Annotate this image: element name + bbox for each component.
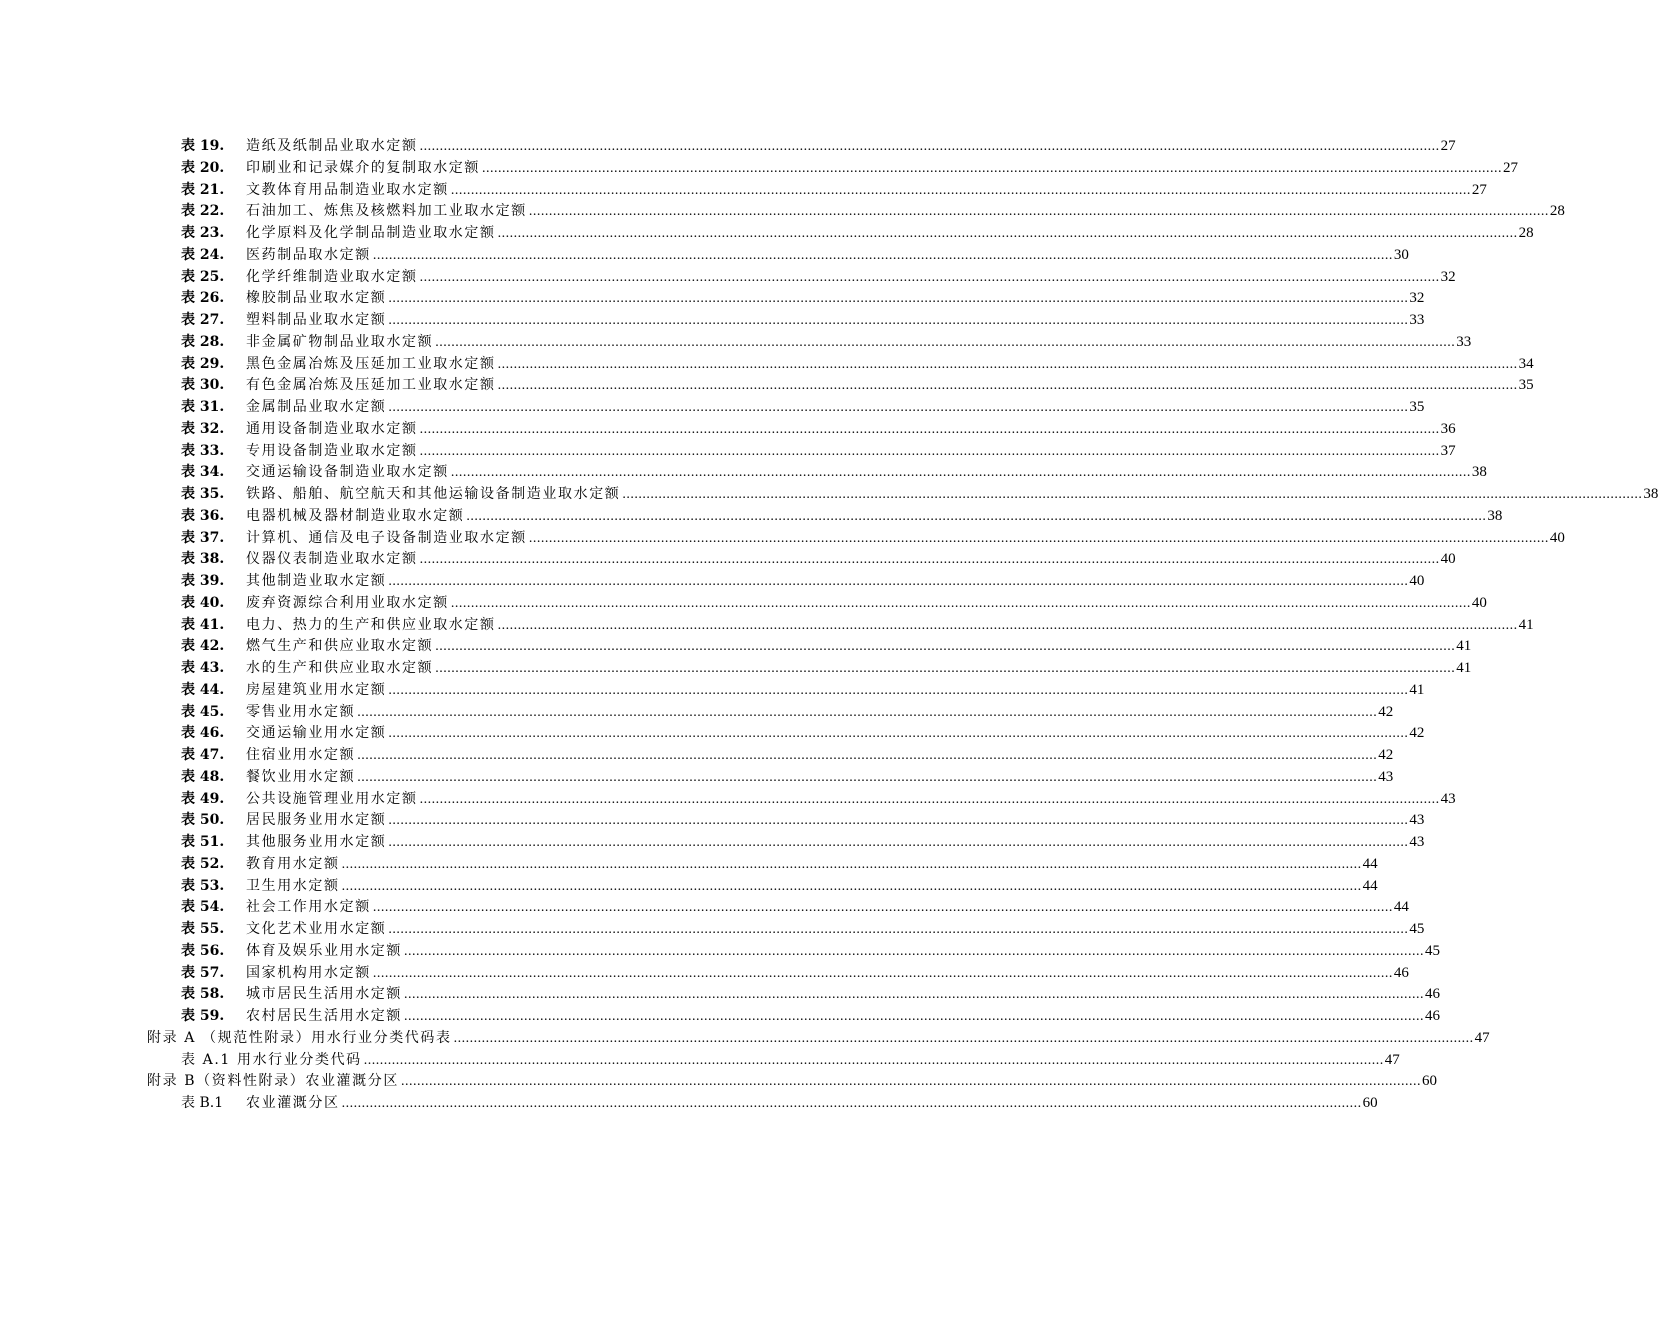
toc-entry-title: 其他服务业用水定额 — [246, 832, 386, 854]
toc-dot-leader: ............................................................................................................................................................................................................................................................... — [388, 400, 1409, 415]
toc-dot-leader: ............................................................................................................................................................................................................................................................... — [388, 835, 1409, 850]
toc-entry-page: 40 — [1440, 551, 1456, 568]
toc-entry-number: 表 B.1 — [181, 1095, 224, 1111]
toc-entry-page: 42 — [1409, 725, 1425, 742]
toc-entry-page: 34 — [1518, 355, 1534, 372]
toc-entry[interactable] — [0, 223, 1534, 245]
toc-entry-number: 表 58. — [181, 986, 225, 1003]
toc-entry-number: 表 35. — [181, 486, 225, 502]
toc-entry-title: 体育及娱乐业用水定额 — [246, 941, 402, 963]
toc-entry-title: 通用设备制造业取水定额 — [246, 419, 418, 441]
toc-entry-number: 表 42. — [181, 638, 225, 655]
toc-entry-title: 铁路、船舶、航空航天和其他运输设备制造业取水定额 — [246, 484, 620, 506]
toc-entry-title: 其他制造业取水定额 — [246, 571, 386, 593]
toc-entry-title: 黑色金属冶炼及压延加工业取水定额 — [246, 354, 496, 376]
toc-entry[interactable] — [0, 397, 1425, 419]
toc-entry[interactable] — [0, 810, 1425, 832]
toc-dot-leader: ............................................................................................................................................................................................................................................................... — [388, 922, 1409, 937]
toc-entry-number: 表 46. — [181, 725, 225, 742]
toc-entry[interactable] — [0, 441, 1456, 463]
table-of-contents — [0, 136, 1658, 1115]
toc-dot-leader: ............................................................................................................................................................................................................................................................... — [419, 443, 1440, 459]
toc-entry-number: 表 55. — [181, 921, 225, 937]
toc-entry-title: 化学原料及化学制品制造业取水定额 — [246, 223, 496, 245]
toc-entry[interactable] — [0, 1071, 1437, 1093]
toc-dot-leader: ............................................................................................................................................................................................................................................................... — [528, 204, 1549, 220]
toc-entry-page: 60 — [1421, 1073, 1437, 1090]
toc-entry-number: 表 54. — [181, 899, 225, 916]
toc-entry-page: 28 — [1549, 203, 1565, 220]
toc-entry[interactable] — [0, 288, 1425, 310]
toc-entry-title: 化学纤维制造业取水定额 — [246, 267, 418, 289]
toc-entry-title: 交通运输业用水定额 — [246, 723, 386, 745]
toc-dot-leader: ............................................................................................................................................................................................................................................................... — [497, 378, 1518, 394]
toc-entry[interactable] — [0, 745, 1394, 767]
toc-dot-leader: ............................................................................................................................................................................................................................................................... — [419, 269, 1440, 285]
toc-entry-number: 表 53. — [181, 877, 225, 894]
toc-entry-number: 表 34. — [181, 464, 225, 481]
toc-entry-title: 城市居民生活用水定额 — [246, 984, 402, 1006]
toc-entry-title: 公共设施管理业用水定额 — [246, 789, 418, 811]
toc-entry-number: 表 26. — [181, 290, 225, 307]
toc-entry[interactable] — [0, 158, 1518, 180]
toc-entry-title: 农村居民生活用水定额 — [246, 1006, 402, 1028]
toc-entry-title: 教育用水定额 — [246, 854, 340, 876]
toc-entry-page: 46 — [1393, 964, 1409, 981]
toc-entry-page: 33 — [1456, 333, 1472, 350]
toc-entry[interactable] — [0, 897, 1409, 919]
toc-entry[interactable] — [0, 941, 1440, 963]
toc-entry[interactable] — [0, 702, 1394, 724]
toc-entry-number: 表 56. — [181, 942, 225, 959]
toc-dot-leader: ............................................................................................................................................................................................................................................................... — [450, 182, 1471, 198]
toc-entry-page: 42 — [1378, 703, 1394, 720]
toc-entry[interactable] — [0, 1050, 1400, 1072]
toc-entry-page: 41 — [1456, 660, 1472, 676]
toc-entry[interactable] — [0, 506, 1503, 528]
toc-entry-title: 非金属矿物制品业取水定额 — [246, 332, 433, 354]
toc-entry-number: 表 25. — [181, 268, 225, 285]
toc-entry-page: 43 — [1440, 790, 1456, 807]
toc-entry-title: 文教体育用品制造业取水定额 — [246, 180, 449, 202]
toc-entry[interactable] — [0, 876, 1378, 898]
toc-entry-page: 47 — [1384, 1051, 1400, 1068]
toc-entry-number: 表 52. — [181, 855, 225, 872]
toc-entry[interactable] — [0, 136, 1456, 158]
toc-entry-page: 40 — [1409, 573, 1425, 589]
toc-entry[interactable] — [0, 789, 1456, 811]
toc-dot-leader: ............................................................................................................................................................................................................................................................... — [450, 465, 1471, 481]
toc-entry-title: 附录 B（资料性附录）农业灌溉分区 — [147, 1071, 399, 1093]
toc-entry-page: 42 — [1378, 747, 1394, 763]
toc-entry-title: 橡胶制品业取水定额 — [246, 288, 386, 310]
toc-entry-page: 44 — [1393, 899, 1409, 916]
toc-dot-leader: ............................................................................................................................................................................................................................................................... — [388, 574, 1409, 589]
toc-dot-leader: ............................................................................................................................................................................................................................................................... — [435, 661, 1456, 676]
toc-entry-title: 石油加工、炼焦及核燃料加工业取水定额 — [246, 201, 527, 223]
toc-entry-number: 表 38. — [181, 551, 225, 568]
toc-entry-title: 零售业用水定额 — [246, 702, 355, 724]
toc-entry[interactable] — [0, 1028, 1490, 1050]
toc-dot-leader: ............................................................................................................................................................................................................................................................... — [404, 987, 1424, 1003]
toc-entry[interactable] — [0, 1093, 1378, 1115]
toc-entry-page: 41 — [1518, 616, 1534, 633]
toc-entry-number: 表 57. — [181, 964, 225, 981]
toc-dot-leader: ............................................................................................................................................................................................................................................................... — [341, 1096, 1362, 1111]
toc-entry-page: 46 — [1425, 1008, 1440, 1024]
toc-entry[interactable] — [0, 984, 1440, 1006]
toc-entry-page: 43 — [1409, 812, 1425, 829]
toc-entry[interactable] — [0, 832, 1425, 854]
toc-entry[interactable] — [0, 919, 1425, 941]
toc-entry-title: 住宿业用水定额 — [246, 745, 355, 767]
toc-dot-leader: ............................................................................................................................................................................................................................................................... — [497, 617, 1518, 633]
toc-entry-number: 表 21. — [181, 181, 225, 198]
toc-dot-leader: ............................................................................................................................................................................................................................................................... — [341, 878, 1362, 894]
toc-entry-number: 表 51. — [181, 834, 225, 850]
toc-entry-page: 40 — [1471, 594, 1487, 611]
toc-entry-title: 废弃资源综合利用业取水定额 — [246, 593, 449, 615]
toc-entry-page: 38 — [1471, 464, 1487, 481]
toc-entry-title: 居民服务业用水定额 — [246, 810, 386, 832]
toc-entry[interactable] — [0, 462, 1487, 484]
toc-dot-leader: ............................................................................................................................................................................................................................................................... — [357, 769, 1378, 785]
toc-entry-page: 60 — [1362, 1095, 1378, 1111]
toc-entry[interactable] — [0, 419, 1456, 441]
toc-entry[interactable] — [0, 201, 1565, 223]
toc-entry-number: 表 41. — [181, 616, 225, 633]
toc-dot-leader: ............................................................................................................................................................................................................................................................... — [419, 139, 1440, 154]
toc-dot-leader: ............................................................................................................................................................................................................................................................... — [372, 247, 1393, 263]
toc-entry[interactable] — [0, 593, 1487, 615]
toc-entry-page: 30 — [1393, 246, 1409, 263]
toc-entry-title: 有色金属冶炼及压延加工业取水定额 — [246, 375, 496, 397]
toc-entry-page: 32 — [1440, 268, 1456, 285]
toc-entry-number: 表 24. — [181, 246, 225, 263]
toc-dot-leader: ............................................................................................................................................................................................................................................................... — [497, 226, 1518, 241]
toc-dot-leader: ............................................................................................................................................................................................................................................................... — [419, 421, 1440, 437]
toc-entry-number: 表 33. — [181, 442, 225, 459]
toc-dot-leader: ............................................................................................................................................................................................................................................................... — [450, 595, 1471, 611]
toc-dot-leader: ............................................................................................................................................................................................................................................................... — [400, 1074, 1421, 1090]
toc-entry[interactable] — [0, 332, 1472, 354]
toc-entry-page: 33 — [1409, 312, 1425, 328]
toc-dot-leader: ............................................................................................................................................................................................................................................................... — [388, 682, 1409, 698]
toc-entry-number: 表 32. — [181, 420, 225, 437]
toc-entry-title: 造纸及纸制品业取水定额 — [246, 136, 418, 158]
toc-dot-leader: ............................................................................................................................................................................................................................................................... — [388, 313, 1409, 328]
toc-dot-leader: ............................................................................................................................................................................................................................................................... — [466, 508, 1487, 524]
toc-entry-page: 36 — [1440, 420, 1456, 437]
toc-dot-leader: ............................................................................................................................................................................................................................................................... — [388, 291, 1409, 307]
toc-entry-page: 40 — [1549, 529, 1565, 546]
toc-entry-page: 47 — [1474, 1029, 1490, 1046]
toc-entry-page: 27 — [1471, 181, 1487, 198]
toc-dot-leader: ............................................................................................................................................................................................................................................................... — [453, 1030, 1474, 1046]
toc-entry-page: 41 — [1456, 638, 1472, 655]
toc-dot-leader: ............................................................................................................................................................................................................................................................... — [404, 1009, 1424, 1024]
toc-entry-title: 水的生产和供应业取水定额 — [246, 658, 433, 680]
toc-entry-page: 28 — [1518, 225, 1534, 241]
toc-entry-title: 印刷业和记录媒介的复制取水定额 — [246, 158, 480, 180]
toc-entry-number: 表 28. — [181, 333, 225, 350]
toc-entry-number: 表 44. — [181, 681, 225, 698]
toc-dot-leader: ............................................................................................................................................................................................................................................................... — [341, 856, 1362, 872]
toc-entry-page: 44 — [1362, 855, 1378, 872]
toc-entry-page: 45 — [1409, 921, 1425, 937]
toc-dot-leader: ............................................................................................................................................................................................................................................................... — [435, 639, 1456, 655]
toc-entry[interactable] — [0, 484, 1658, 506]
toc-dot-leader: ............................................................................................................................................................................................................................................................... — [528, 530, 1549, 546]
toc-entry-title: 塑料制品业取水定额 — [246, 310, 386, 332]
toc-entry-number: 表 48. — [181, 768, 225, 785]
toc-entry-number: 表 45. — [181, 703, 225, 720]
toc-entry-number: 表 27. — [181, 312, 225, 328]
toc-entry[interactable] — [0, 245, 1409, 267]
toc-entry-page: 43 — [1378, 768, 1394, 785]
toc-entry-title: 金属制品业取水定额 — [246, 397, 386, 419]
toc-entry-title: 国家机构用水定额 — [246, 963, 371, 985]
toc-entry-page: 27 — [1440, 138, 1456, 154]
toc-entry-title: 餐饮业用水定额 — [246, 767, 355, 789]
toc-dot-leader: ............................................................................................................................................................................................................................................................... — [482, 160, 1502, 176]
toc-entry-title: 表 A.1 用水行业分类代码 — [181, 1050, 362, 1072]
toc-entry-title: 医药制品取水定额 — [246, 245, 371, 267]
toc-entry-number: 表 22. — [181, 203, 225, 220]
toc-entry[interactable] — [0, 636, 1472, 658]
toc-entry-title: 房屋建筑业用水定额 — [246, 680, 386, 702]
toc-entry-number: 表 30. — [181, 377, 225, 394]
toc-dot-leader: ............................................................................................................................................................................................................................................................... — [357, 748, 1378, 763]
toc-entry-number: 表 49. — [181, 790, 225, 807]
toc-entry-number: 表 47. — [181, 747, 225, 763]
toc-entry-title: 仪器仪表制造业取水定额 — [246, 549, 418, 571]
toc-entry-number: 表 23. — [181, 225, 225, 241]
toc-entry-page: 45 — [1425, 942, 1440, 959]
toc-entry-title: 专用设备制造业取水定额 — [246, 441, 418, 463]
toc-entry[interactable] — [0, 723, 1425, 745]
toc-entry[interactable] — [0, 549, 1456, 571]
toc-entry-title: 社会工作用水定额 — [246, 897, 371, 919]
toc-entry-number: 表 19. — [181, 138, 225, 154]
toc-entry[interactable] — [0, 615, 1534, 637]
toc-entry[interactable] — [0, 310, 1425, 332]
toc-entry[interactable] — [0, 375, 1534, 397]
toc-entry[interactable] — [0, 1006, 1440, 1028]
toc-entry-page: 32 — [1409, 290, 1425, 307]
toc-entry-page: 38 — [1643, 486, 1658, 502]
toc-entry[interactable] — [0, 680, 1425, 702]
toc-entry-title: 附录 A （规范性附录）用水行业分类代码表 — [147, 1028, 452, 1050]
toc-entry-page: 46 — [1425, 986, 1440, 1003]
toc-entry-title: 电力、热力的生产和供应业取水定额 — [246, 615, 496, 637]
toc-entry-number: 表 39. — [181, 573, 225, 589]
toc-dot-leader: ............................................................................................................................................................................................................................................................... — [388, 813, 1409, 829]
toc-entry-title: 卫生用水定额 — [246, 876, 340, 898]
toc-entry-page: 43 — [1409, 834, 1425, 850]
toc-entry-title: 交通运输设备制造业取水定额 — [246, 462, 449, 484]
toc-entry[interactable] — [0, 267, 1456, 289]
toc-dot-leader: ............................................................................................................................................................................................................................................................... — [404, 943, 1424, 959]
toc-entry-page: 44 — [1362, 877, 1378, 894]
toc-entry-title: 电器机械及器材制造业取水定额 — [246, 506, 464, 528]
toc-entry-page: 37 — [1440, 442, 1456, 459]
toc-dot-leader: ............................................................................................................................................................................................................................................................... — [419, 791, 1440, 807]
toc-entry[interactable] — [0, 571, 1425, 593]
toc-entry-page: 35 — [1409, 399, 1425, 415]
toc-entry-page: 35 — [1518, 377, 1534, 394]
toc-dot-leader: ............................................................................................................................................................................................................................................................... — [419, 552, 1440, 568]
toc-entry-number: 表 59. — [181, 1008, 225, 1024]
toc-entry-number: 表 50. — [181, 812, 225, 829]
toc-entry[interactable] — [0, 767, 1394, 789]
toc-dot-leader: ............................................................................................................................................................................................................................................................... — [372, 900, 1393, 916]
toc-entry-number: 表 36. — [181, 507, 225, 524]
toc-entry[interactable] — [0, 528, 1565, 550]
toc-entry-page: 38 — [1487, 507, 1503, 524]
toc-entry-number: 表 20. — [181, 159, 225, 176]
toc-entry-number: 表 29. — [181, 355, 225, 372]
toc-entry-number: 表 40. — [181, 594, 225, 611]
toc-dot-leader: ............................................................................................................................................................................................................................................................... — [357, 704, 1378, 720]
toc-dot-leader: ............................................................................................................................................................................................................................................................... — [372, 965, 1393, 981]
toc-entry-title: 文化艺术业用水定额 — [246, 919, 386, 941]
toc-dot-leader: ............................................................................................................................................................................................................................................................... — [497, 356, 1518, 372]
toc-dot-leader: ............................................................................................................................................................................................................................................................... — [435, 334, 1456, 350]
toc-entry-title: 燃气生产和供应业取水定额 — [246, 636, 433, 658]
toc-entry-page: 27 — [1503, 159, 1518, 176]
toc-entry-title: 农业灌溉分区 — [246, 1093, 340, 1115]
toc-entry-number: 表 31. — [181, 399, 225, 415]
toc-entry[interactable] — [0, 180, 1487, 202]
toc-dot-leader: ............................................................................................................................................................................................................................................................... — [622, 487, 1643, 502]
toc-entry-number: 表 37. — [181, 529, 225, 546]
toc-entry-title: 计算机、通信及电子设备制造业取水定额 — [246, 528, 527, 550]
toc-entry-page: 41 — [1409, 681, 1425, 698]
toc-entry[interactable] — [0, 854, 1378, 876]
toc-entry[interactable] — [0, 963, 1409, 985]
toc-dot-leader: ............................................................................................................................................................................................................................................................... — [363, 1052, 1384, 1068]
toc-entry[interactable] — [0, 658, 1472, 680]
toc-dot-leader: ............................................................................................................................................................................................................................................................... — [388, 726, 1409, 742]
toc-entry-number: 表 43. — [181, 660, 225, 676]
toc-entry[interactable] — [0, 354, 1534, 376]
